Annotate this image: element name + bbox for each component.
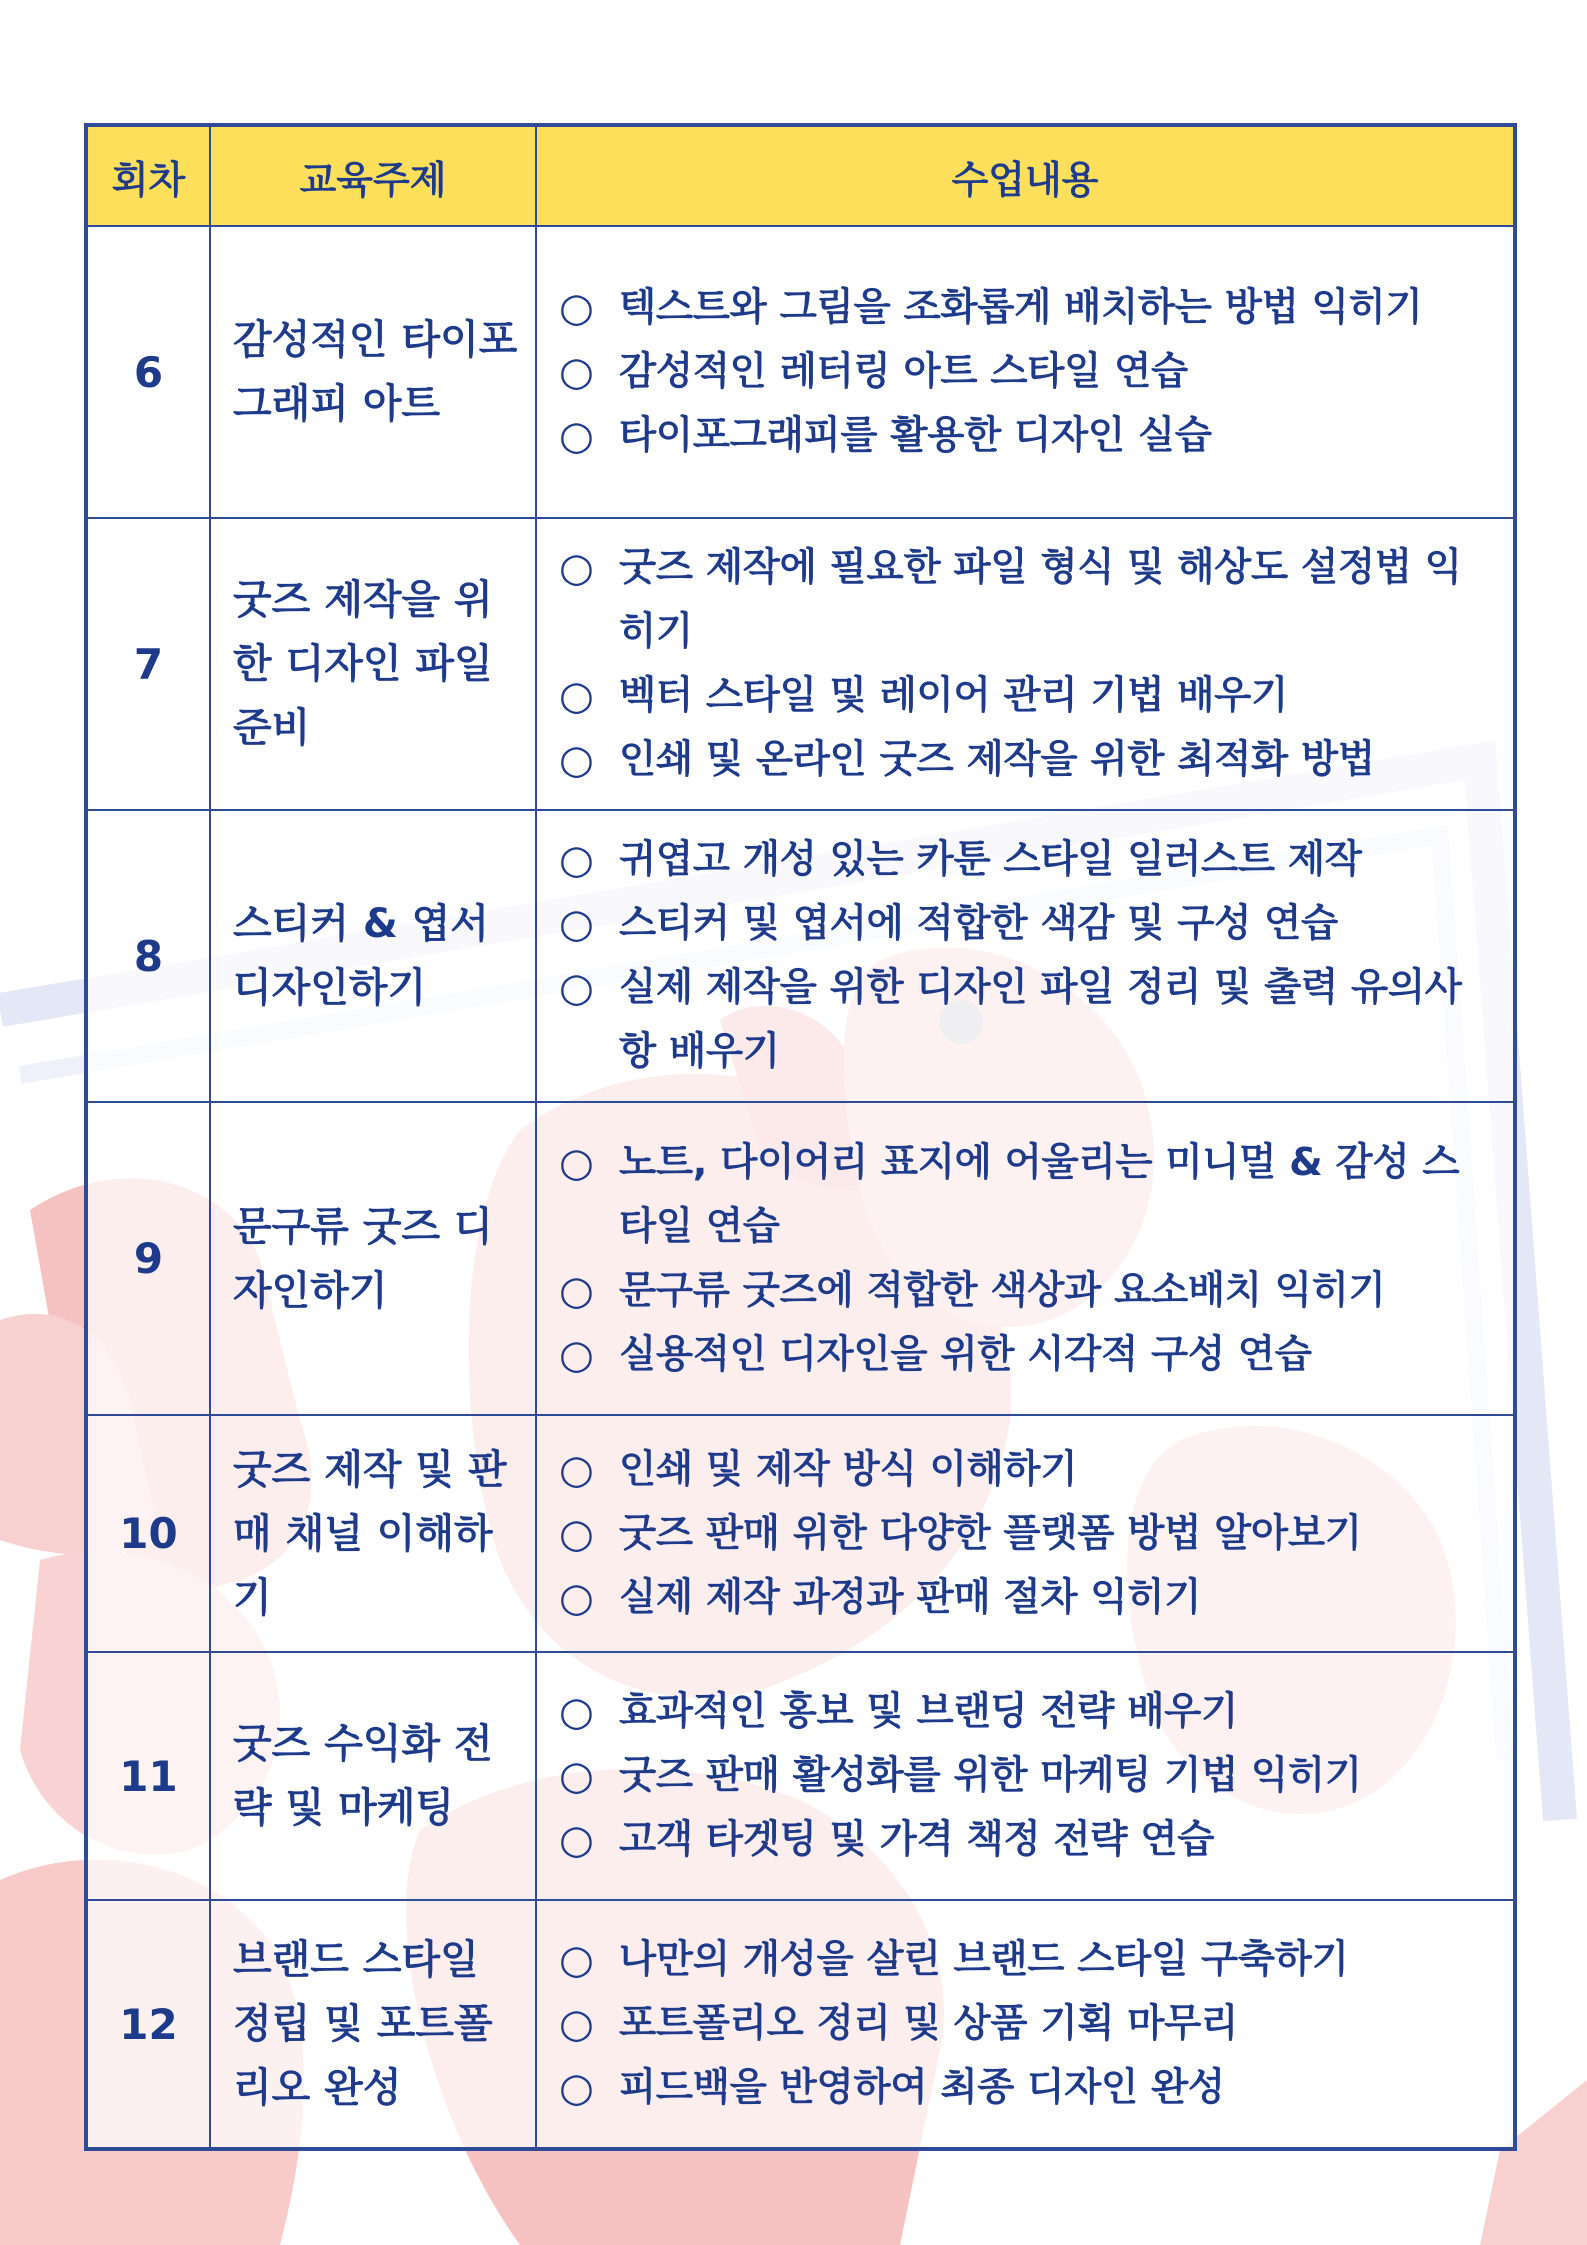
circle-bullet-icon: ○ [559, 1510, 594, 1557]
content-item: ○ 나만의 개성을 살린 브랜드 스타일 구축하기 [559, 1928, 1495, 1992]
session-number: 8 [86, 810, 210, 1102]
content-item: ○ 감성적인 레터링 아트 스타일 연습 [559, 340, 1495, 404]
content-item: ○ 인쇄 및 제작 방식 이해하기 [559, 1438, 1495, 1502]
table-row [86, 518, 1515, 810]
content-item: ○ 굿즈 제작에 필요한 파일 형식 및 해상도 설정법 익히기 [559, 536, 1495, 664]
table-row [86, 810, 1515, 1102]
circle-bullet-icon: ○ [559, 1139, 594, 1186]
circle-bullet-icon: ○ [559, 965, 594, 1011]
circle-bullet-icon: ○ [559, 837, 594, 883]
header-session: 회차 [86, 125, 210, 226]
header-topic: 교육주제 [210, 125, 536, 226]
content-item: ○ 효과적인 홍보 및 브랜딩 전략 배우기 [559, 1680, 1495, 1744]
circle-bullet-icon: ○ [559, 413, 594, 459]
circle-bullet-icon: ○ [559, 901, 594, 947]
header-content: 수업내용 [536, 125, 1515, 226]
content-cell [536, 810, 1515, 1102]
session-number: 7 [86, 518, 210, 810]
circle-bullet-icon: ○ [559, 737, 594, 783]
circle-bullet-icon: ○ [559, 1689, 594, 1735]
circle-bullet-icon: ○ [559, 673, 594, 719]
circle-bullet-icon: ○ [559, 545, 594, 591]
content-cell [536, 1652, 1515, 1900]
content-item: ○ 스티커 및 엽서에 적합한 색감 및 구성 연습 [559, 892, 1495, 956]
circle-bullet-icon: ○ [559, 1574, 594, 1621]
content-item: ○ 문구류 굿즈에 적합한 색상과 요소배치 익히기 [559, 1259, 1495, 1323]
topic-cell: 굿즈 수익화 전략 및 마케팅 [210, 1652, 536, 1900]
table-row [86, 1900, 1515, 2149]
circle-bullet-icon: ○ [559, 1817, 594, 1863]
content-cell [536, 1900, 1515, 2149]
content-item: ○ 인쇄 및 온라인 굿즈 제작을 위한 최적화 방법 [559, 728, 1495, 792]
content-cell [536, 518, 1515, 810]
table-row [86, 1415, 1515, 1652]
content-item: ○ 타이포그래피를 활용한 디자인 실습 [559, 404, 1495, 468]
curriculum-table-container [84, 123, 1517, 2151]
content-item: ○ 귀엽고 개성 있는 카툰 스타일 일러스트 제작 [559, 828, 1495, 892]
table-row [86, 226, 1515, 518]
circle-bullet-icon: ○ [559, 1937, 594, 1983]
content-item: ○ 벡터 스타일 및 레이어 관리 기법 배우기 [559, 664, 1495, 728]
content-item: ○ 실제 제작을 위한 디자인 파일 정리 및 출력 유의사항 배우기 [559, 956, 1495, 1084]
content-item: ○ 텍스트와 그림을 조화롭게 배치하는 방법 익히기 [559, 276, 1495, 340]
session-number: 6 [86, 226, 210, 518]
content-item: ○ 고객 타겟팅 및 가격 책정 전략 연습 [559, 1808, 1495, 1872]
circle-bullet-icon: ○ [559, 2001, 594, 2047]
session-number: 9 [86, 1102, 210, 1415]
circle-bullet-icon: ○ [559, 349, 594, 395]
circle-bullet-icon: ○ [559, 1446, 594, 1493]
circle-bullet-icon: ○ [559, 1331, 594, 1378]
topic-cell: 스티커 & 엽서 디자인하기 [210, 810, 536, 1102]
content-cell [536, 1102, 1515, 1415]
content-item: ○ 굿즈 판매 활성화를 위한 마케팅 기법 익히기 [559, 1744, 1495, 1808]
content-item: ○ 실용적인 디자인을 위한 시각적 구성 연습 [559, 1323, 1495, 1387]
session-number: 11 [86, 1652, 210, 1900]
content-item: ○ 실제 제작 과정과 판매 절차 익히기 [559, 1566, 1495, 1630]
circle-bullet-icon: ○ [559, 1267, 594, 1314]
topic-cell: 문구류 굿즈 디자인하기 [210, 1102, 536, 1415]
circle-bullet-icon: ○ [559, 285, 594, 331]
content-cell [536, 226, 1515, 518]
content-cell [536, 1415, 1515, 1652]
curriculum-table [84, 123, 1517, 2151]
session-number: 10 [86, 1415, 210, 1652]
content-item: ○ 포트폴리오 정리 및 상품 기획 마무리 [559, 1992, 1495, 2056]
content-item: ○ 노트, 다이어리 표지에 어울리는 미니멀 & 감성 스타일 연습 [559, 1131, 1495, 1259]
content-item: ○ 굿즈 판매 위한 다양한 플랫폼 방법 알아보기 [559, 1502, 1495, 1566]
table-row [86, 1102, 1515, 1415]
session-number: 12 [86, 1900, 210, 2149]
circle-bullet-icon: ○ [559, 1753, 594, 1799]
table-row [86, 1652, 1515, 1900]
table-header-row [86, 125, 1515, 226]
topic-cell: 굿즈 제작을 위한 디자인 파일 준비 [210, 518, 536, 810]
topic-cell: 브랜드 스타일 정립 및 포트폴리오 완성 [210, 1900, 536, 2149]
circle-bullet-icon: ○ [559, 2065, 594, 2111]
content-item: ○ 피드백을 반영하여 최종 디자인 완성 [559, 2056, 1495, 2120]
topic-cell: 감성적인 타이포그래피 아트 [210, 226, 536, 518]
topic-cell: 굿즈 제작 및 판매 채널 이해하기 [210, 1415, 536, 1652]
